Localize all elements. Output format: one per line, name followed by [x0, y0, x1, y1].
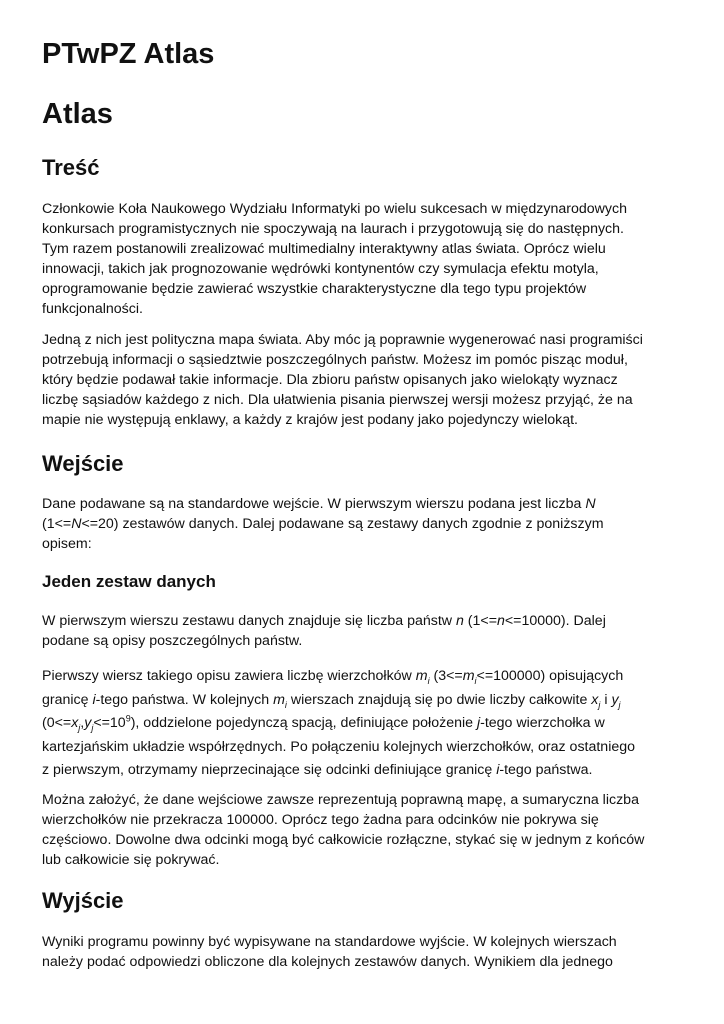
text-line: lub całkowicie się pokrywać. — [42, 852, 220, 868]
text: <=10000). Dalej — [504, 613, 606, 629]
subscript: j — [598, 699, 601, 710]
text-line — [42, 759, 682, 783]
text-line: Tym razem postanowili zrealizować multimedialny interaktywny atlas świata. Oprócz wielu — [42, 241, 606, 257]
text-line — [42, 494, 682, 514]
subscript: j — [618, 699, 621, 710]
text: granicę — [42, 691, 93, 708]
text: Dane podawane są na standardowe wejście. W pierwszym wierszu podana jest liczba — [42, 496, 586, 512]
text: , — [80, 715, 85, 731]
variable: i — [92, 691, 96, 708]
subscript: j — [91, 722, 94, 733]
text-line — [42, 689, 682, 713]
zestaw-paragraph-3 — [42, 790, 682, 870]
text: -tego państwa. — [499, 762, 593, 778]
variable: N — [585, 496, 596, 512]
text: ), oddzielone pojedynczą spacją, definiujące położenie — [130, 715, 477, 731]
text-line: Członkowie Koła Naukowego Wydziału Informatyki po wielu sukcesach w międzynarodowych — [42, 201, 627, 217]
text-line: podane są opisy poszczególnych państw. — [42, 633, 303, 649]
text: W pierwszym wierszu zestawu danych znajduje się liczba państw — [42, 613, 456, 629]
variable: j — [476, 715, 481, 731]
variable: N — [71, 516, 82, 532]
subsection-heading-zestaw: Jeden zestaw danych — [42, 572, 216, 591]
text-line: konkursach programistycznych nie spoczywają na laurach i przygotowują się do następnych. — [42, 221, 624, 237]
variable: y — [611, 691, 619, 708]
text: <=100000) opisujących — [476, 668, 624, 684]
section-heading-wejscie: Wejście — [42, 451, 124, 476]
text-line: Wyniki programu powinny być wypisywane na standardowe wyjście. W kolejnych wierszach — [42, 934, 617, 950]
wejscie-paragraph — [42, 494, 682, 554]
text: (3<= — [429, 668, 463, 684]
text-line: mapie nie występują enklawy, a każdy z krajów jest podany jako pojedynczy wielokąt. — [42, 412, 578, 428]
wyjscie-paragraph — [42, 932, 682, 972]
text-line: należy podać odpowiedzi obliczone dla kolejnych zestawów danych. Wynikiem dla jednego — [42, 954, 613, 970]
text: <=20) zestawów danych. Dalej podawane są zestawy danych zgodnie z poniższym — [81, 516, 604, 532]
variable: m — [415, 668, 428, 684]
tresc-paragraph-2 — [42, 330, 682, 430]
subscript: i — [284, 699, 287, 710]
tresc-paragraph-1 — [42, 199, 682, 319]
text: z pierwszym, otrzymamy nieprzecinające się odcinki definiujące granicę — [42, 762, 497, 778]
text: -tego wierzchołka w — [480, 715, 605, 731]
section-heading-wyjscie: Wyjście — [42, 888, 124, 913]
variable: y — [84, 715, 92, 731]
variable: x — [71, 715, 79, 731]
text: (1<= — [42, 516, 72, 532]
zestaw-paragraph-1 — [42, 611, 682, 651]
subscript: j — [78, 722, 81, 733]
subscript: i — [427, 675, 430, 686]
text-line: opisem: — [42, 536, 92, 552]
section-heading-tresc: Treść — [42, 155, 100, 180]
text-line — [42, 514, 682, 534]
text-line: częściowo. Dowolne dwa odcinki mogą być całkowicie rozłączne, stykać się w jednym z końców — [42, 832, 645, 848]
text-line — [42, 712, 682, 736]
text: i — [600, 691, 612, 708]
variable: n — [497, 613, 505, 629]
variable: x — [591, 691, 599, 708]
superscript: 9 — [125, 713, 131, 724]
site-title: PTwPZ Atlas — [42, 38, 215, 70]
text: <=10 — [93, 715, 126, 731]
text-line: oprogramowanie będzie zawierać wszystkie charakterystyczne dla tego typu projektów — [42, 281, 587, 297]
text-line: wierzchołków nie przekracza 100000. Oprócz tego żadna para odcinków nie pokrywa się — [42, 812, 599, 828]
text-line: Jedną z nich jest polityczna mapa świata. Aby móc ją poprawnie wygenerować nasi programiści — [42, 332, 643, 348]
text: wierszach znajdują się po dwie liczby całkowite — [286, 691, 592, 708]
text-line: który będzie podawał takie informacje. Dla zbioru państw opisanych jako wielokąty wyznacz — [42, 372, 618, 388]
subscript: i — [474, 675, 477, 686]
variable: i — [496, 762, 500, 778]
text: (1<= — [463, 613, 497, 629]
text: -tego państwa. W kolejnych — [95, 691, 274, 708]
text-line: kartezjańskim układzie współrzędnych. Po połączeniu kolejnych wierzchołków, oraz ostatniego — [42, 738, 636, 755]
text-line: innowacji, takich jak prognozowanie wędrówki kontynentów czy symulacja efektu motyla, — [42, 261, 599, 277]
text-line: Można założyć, że dane wejściowe zawsze reprezentują poprawną mapę, a sumaryczna liczba — [42, 792, 639, 808]
text-line — [42, 665, 682, 689]
text-line: liczbę sąsiadów każdego z nich. Dla ułatwienia pisania pierwszej wersji możesz przyjąć, że na — [42, 392, 633, 408]
text-line — [42, 611, 682, 631]
variable: m — [273, 691, 285, 708]
text-line: potrzebują informacji o sąsiedztwie poszczególnych państw. Możesz im pomóc pisząc moduł, — [42, 352, 628, 368]
text-line: funkcjonalności. — [42, 301, 143, 317]
text: (0<= — [42, 715, 72, 731]
text: Pierwszy wiersz takiego opisu zawiera liczbę wierzchołków — [42, 668, 416, 684]
zestaw-paragraph-2 — [42, 665, 682, 783]
problem-title: Atlas — [42, 98, 113, 130]
variable: n — [455, 613, 464, 629]
variable: m — [462, 668, 475, 684]
